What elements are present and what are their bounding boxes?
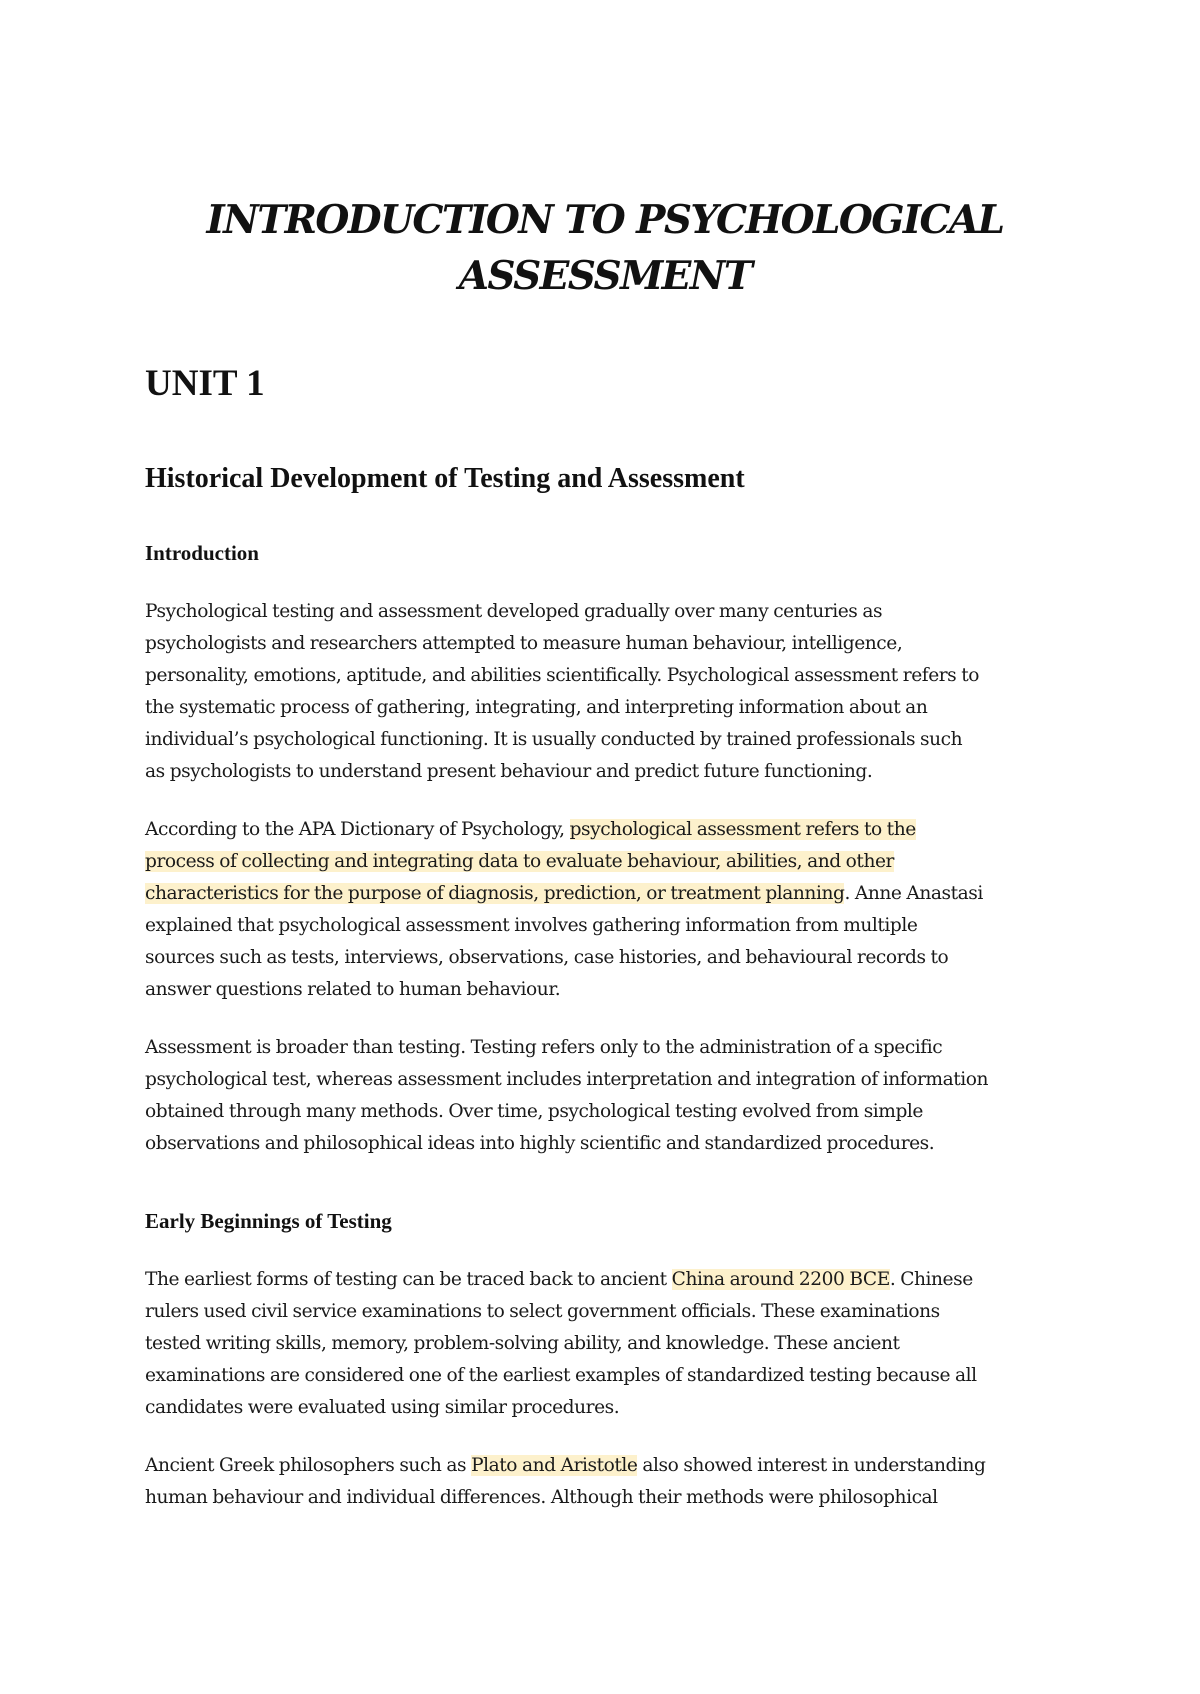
early-beginnings-heading: Early Beginnings of Testing [145, 1209, 392, 1233]
paragraph-text: According to the APA Dictionary of Psychology, [145, 819, 570, 840]
paragraph-line [145, 814, 1065, 846]
early-beginnings-paragraph-2 [145, 1450, 1065, 1514]
paragraph-line: obtained through many methods. Over time, psychological testing evolved from simple [145, 1101, 923, 1122]
paragraph-text: . Chinese [889, 1269, 973, 1290]
paragraph-line: psychologists and researchers attempted to measure human behaviour, intelligence, [145, 633, 903, 654]
section-heading: Historical Development of Testing and Assessment [145, 463, 745, 494]
paragraph-line: sources such as tests, interviews, observations, case histories, and behavioural records to [145, 947, 949, 968]
paragraph-line: human behaviour and individual differences. Although their methods were philosophical [145, 1487, 938, 1508]
highlighted-text: process of collecting and integrating data to evaluate behaviour, abilities, and other [145, 851, 894, 872]
paragraph-line: the systematic process of gathering, integrating, and interpreting information about an [145, 697, 928, 718]
highlighted-text: Plato and Aristotle [471, 1455, 638, 1476]
paragraph-line: answer questions related to human behaviour. [145, 979, 561, 1000]
paragraph-line: individual’s psychological functioning. It is usually conducted by trained professionals such [145, 729, 963, 750]
paragraph-text: also showed interest in understanding [637, 1455, 986, 1476]
paragraph-line: Psychological testing and assessment developed gradually over many centuries as [145, 601, 883, 622]
introduction-paragraph-3 [145, 1032, 1065, 1160]
paragraph-line: observations and philosophical ideas into highly scientific and standardized procedures. [145, 1133, 935, 1154]
paragraph-line: tested writing skills, memory, problem-solving ability, and knowledge. These ancient [145, 1333, 900, 1354]
paragraph-line: psychological test, whereas assessment includes interpretation and integration of information [145, 1069, 988, 1090]
introduction-paragraph-1 [145, 596, 1065, 788]
highlighted-text: characteristics for the purpose of diagnosis, prediction, or treatment planning [145, 883, 845, 904]
paragraph-line [145, 846, 1065, 878]
paragraph-line: as psychologists to understand present behaviour and predict future functioning. [145, 761, 873, 782]
paragraph-line: personality, emotions, aptitude, and abilities scientifically. Psychological assessment refers to [145, 665, 979, 686]
highlighted-text: China around 2200 BCE [671, 1269, 890, 1290]
paragraph-line: Assessment is broader than testing. Testing refers only to the administration of a specific [145, 1037, 943, 1058]
paragraph-line: explained that psychological assessment involves gathering information from multiple [145, 915, 918, 936]
paragraph-line [145, 1264, 1065, 1296]
paragraph-text: . Anne Anastasi [844, 883, 983, 904]
document-title-line-2: ASSESSMENT [458, 253, 752, 299]
unit-heading: UNIT 1 [145, 363, 265, 404]
early-beginnings-paragraph-1 [145, 1264, 1065, 1424]
paragraph-line [145, 1450, 1065, 1482]
paragraph-line: rulers used civil service examinations to select government officials. These examinations [145, 1301, 940, 1322]
paragraph-line [145, 878, 1065, 910]
introduction-paragraph-2 [145, 814, 1065, 1006]
paragraph-line: candidates were evaluated using similar procedures. [145, 1397, 620, 1418]
introduction-heading: Introduction [145, 541, 259, 565]
paragraph-text: Ancient Greek philosophers such as [145, 1455, 472, 1476]
paragraph-line: examinations are considered one of the earliest examples of standardized testing because all [145, 1365, 977, 1386]
highlighted-text: psychological assessment refers to the [569, 819, 916, 840]
document-title-line-1: INTRODUCTION TO PSYCHOLOGICAL [206, 197, 1004, 243]
paragraph-text: The earliest forms of testing can be traced back to ancient [145, 1269, 672, 1290]
document-title [145, 192, 1065, 304]
